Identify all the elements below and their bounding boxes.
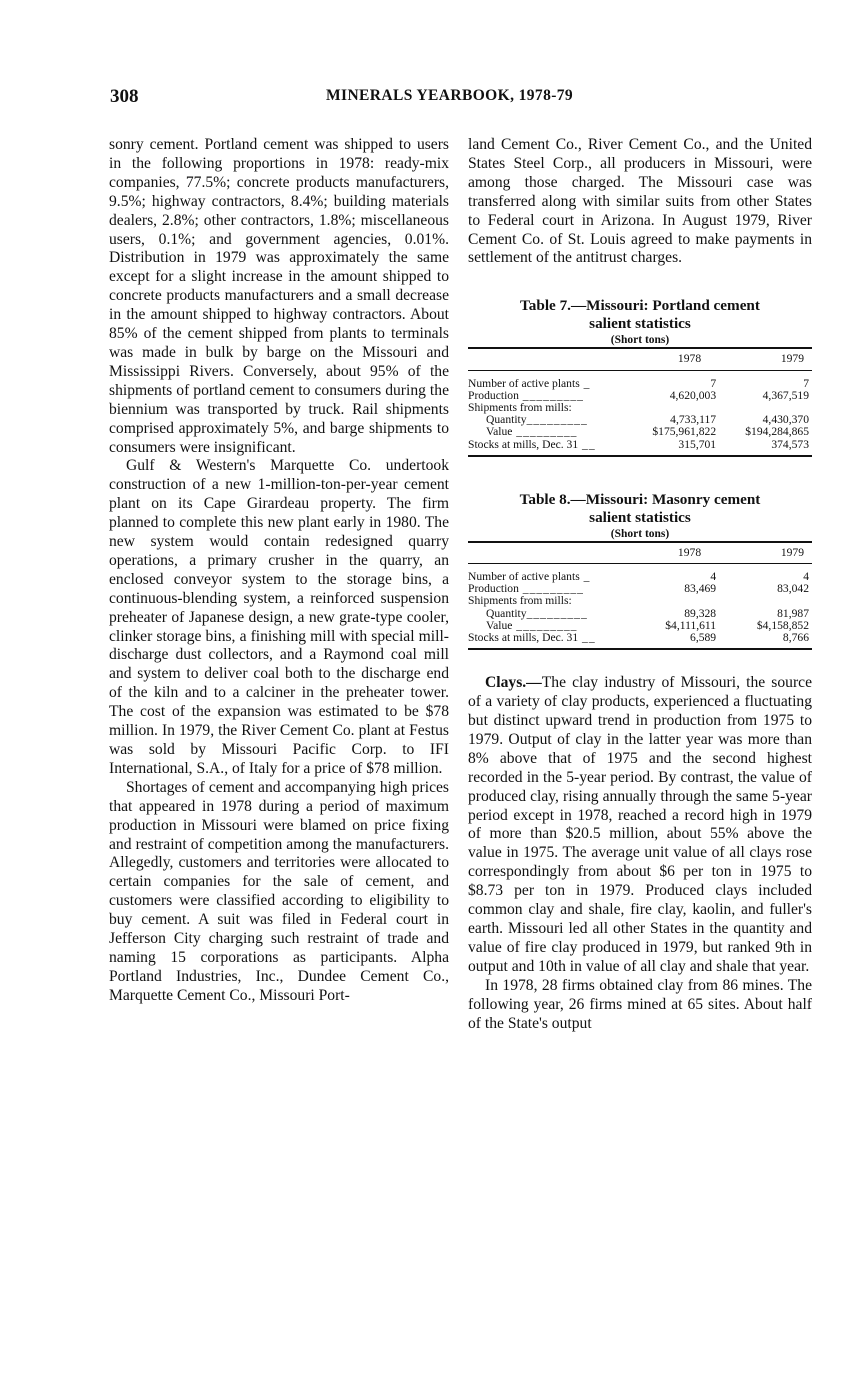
cell-1978: 89,328 — [684, 606, 717, 620]
cell-1979: $4,158,852 — [756, 618, 809, 632]
row-label-text: Quantity — [486, 413, 527, 427]
row-label-text: Value — [486, 425, 513, 439]
cell-1979: 8,766 — [782, 630, 809, 644]
table-8-grid — [468, 541, 812, 650]
table-row — [468, 439, 812, 456]
row-label-text: Shipments from mills: — [468, 400, 572, 414]
cell-1978 — [626, 595, 719, 607]
row-leader-dots: _________ — [512, 618, 578, 632]
cell-1978: 4 — [710, 569, 717, 583]
row-leader-dots: __ — [578, 630, 596, 644]
row-leader-dots: _ — [579, 569, 591, 583]
running-head — [110, 86, 814, 112]
cell-1979: $194,284,865 — [745, 425, 809, 439]
cell-1978: 7 — [710, 376, 717, 390]
cell-1978: 315,701 — [678, 437, 717, 451]
cell-1979: 4,430,370 — [762, 413, 809, 427]
cell-1978: 4,620,003 — [669, 388, 717, 402]
table-7-header-blank — [468, 348, 626, 370]
row-label — [468, 439, 626, 456]
paragraph-clays — [468, 674, 812, 977]
row-label-text: Stocks at mills, Dec. 31 — [468, 437, 579, 451]
left-column — [109, 136, 449, 1006]
table-7-title-line1: Table 7.—Missouri: Portland cement — [520, 297, 760, 315]
page-number: 308 — [110, 86, 139, 107]
table-7-header-1978: 1978 — [626, 348, 719, 370]
row-label-text: Number of active plants — [468, 569, 580, 583]
row-leader-dots: _________ — [526, 606, 588, 620]
row-label — [468, 632, 626, 649]
table-8-masonry-cement — [468, 491, 812, 650]
table-7-header-1979: 1979 — [719, 348, 812, 370]
row-leader-dots: _ — [579, 376, 591, 390]
table-8-body — [468, 563, 812, 649]
cell-1979 — [719, 595, 812, 607]
paragraph-cement-distribution: sonry cement. Portland cement was shipped to users in the following proportions in 1978: ready-mix companies, 77.5%; concrete products manufacturers, 9.5%; highway contractors, 8.4%; building materials dealers, 2.8%; other contractors, 1.8%; miscellaneous users, 0.1%; and government agencies, 0.01%. Distribution in 1979 was approximately the same except for a slight increase in the amount shipped to concrete products manufacturers and a small decrease in the amount shipped to highway contractors. About 85% of the cement shipped from plants to terminals was made in bulk by barge on the Missouri and Mississippi Rivers. Conversely, about 95% of the shipments of portland cement to consumers during the biennium was transported by truck. Rail shipments comprised approximately 5%, and barge shipments to consumers were insignificant. — [109, 136, 449, 456]
paragraph-marquette-plant: Gulf & Western's Marquette Co. undertook construction of a new 1-million-ton-per-year cement plant on its Cape Girardeau property. The firm planned to complete this new plant early in 1980. The new system would contain redesigned quarry operations, a primary crusher in the quarry, an enclosed conveyor system to the storage bins, a continuous-blending system, a reinforced suspension preheater of Japanese design, a new grate-type cooler, clinker storage bins, a finishing mill with special mill-discharge dust collectors, and a Raymond coal mill and system to deliver coal both to the discharge end of the kiln and to a calciner in the preheater tower. The cost of the expansion was estimated to be $78 million. In 1979, the River Cement Co. plant at Festus was sold by Missouri Pacific Corp. to IFI International, S.A., of Italy for a price of $78 million. — [109, 457, 449, 777]
row-leader-dots: __ — [578, 437, 596, 451]
cell-1978: 4,733,117 — [670, 413, 717, 427]
table-7-units: (Short tons) — [610, 334, 670, 347]
cell-1979: 374,573 — [771, 437, 809, 451]
row-label-text: Number of active plants — [468, 376, 580, 390]
table-8-title-line2: salient statistics — [589, 508, 691, 526]
cell-1979: 4 — [803, 569, 809, 583]
row-leader-dots: _________ — [526, 413, 588, 427]
table-row — [468, 563, 812, 583]
row-label-text: Value — [486, 618, 513, 632]
row-label-text: Shipments from mills: — [468, 594, 572, 608]
table-8-header-row — [468, 542, 812, 564]
paragraph-cement-shortages: Shortages of cement and accompanying high prices that appeared in 1978 during a period of maximum production in Missouri were blamed on price fixing and restraint of competition among the manufacturers. Allegedly, customers and territories were allocated to certain companies for the sale of cement, and customers were classified according to eligibility to buy cement. A suit was filed in Federal court in Jefferson City charging such restraint of trade and naming 15 corporations as participants. Alpha Portland Industries, Inc., Dundee Cement Co., Marquette Cement Co., Missouri Port- — [109, 778, 449, 1004]
table-row — [468, 632, 812, 649]
cell-1978: 6,589 — [690, 630, 717, 644]
paragraph-antitrust-continued: land Cement Co., River Cement Co., and the United States Steel Corp., all producers in Missouri, were among those charged. The Missouri case was transferred along with similar suits from other States to Federal court in Arizona. In August 1979, River Cement Co. of St. Louis agreed to make payments in settlement of the antitrust charges. — [468, 136, 812, 267]
cell-1979: 83,042 — [777, 582, 809, 596]
table-8-units: (Short tons) — [610, 527, 670, 540]
row-label-text: Stocks at mills, Dec. 31 — [468, 630, 579, 644]
row-leader-dots: _________ — [518, 388, 584, 402]
table-row — [468, 370, 812, 390]
row-leader-dots: _________ — [518, 582, 584, 596]
right-column — [468, 136, 812, 1033]
table-8-header-1979: 1979 — [719, 542, 812, 564]
row-leader-dots: _________ — [512, 425, 578, 439]
cell-1979: 4,367,519 — [762, 388, 809, 402]
cell-1979: 81,987 — [777, 606, 809, 620]
table-7-title-line2: salient statistics — [589, 315, 691, 333]
table-7-header-row — [468, 348, 812, 370]
table-8-header-1978: 1978 — [626, 542, 719, 564]
row-label — [468, 563, 626, 583]
row-label-text: Production — [468, 388, 519, 402]
clays-body: The clay industry of Missouri, the source of a variety of clay products, experienced a fluctuating but distinct upward trend in production from 1975 to 1979. Output of clay in the latter year was more than 8% above that of 1975 and the second highest recorded in the 5-year period. By contrast, the value of produced clay, rising annually through the same 5-year period except in 1978, reached a record high in 1979 of more than $20.5 million, about 55% above the value in 1975. The average unit value of all clays rose correspondingly from about $6 per ton in 1975 to $8.73 per ton in 1979. Produced clays included common clay and shale, fire clay, kaolin, and fuller's earth. Missouri led all other States in the quantity and value of fire clay produced in 1979, but ranked 9th in output and 10th in value of all clay and shale that year. — [468, 674, 812, 975]
publication-title: MINERALS YEARBOOK, 1978-79 — [326, 87, 574, 104]
table-7-body — [468, 370, 812, 456]
row-label-text: Production — [468, 582, 519, 596]
table-8-header-blank — [468, 542, 626, 564]
row-label-text: Quantity — [486, 606, 527, 620]
row-label — [468, 370, 626, 390]
clays-heading: Clays.— — [485, 674, 542, 692]
table-7-title — [468, 297, 812, 333]
cell-1979: 7 — [803, 376, 809, 390]
cell-1978: $4,111,611 — [665, 618, 717, 632]
table-7-grid — [468, 347, 812, 456]
cell-1978: $175,961,822 — [652, 425, 717, 439]
cell-1978: 83,469 — [684, 582, 717, 596]
table-7-portland-cement — [468, 297, 812, 456]
table-8-title — [468, 491, 812, 527]
paragraph-clay-firms: In 1978, 28 firms obtained clay from 86 mines. The following year, 26 firms mined at 65 sites. About half of the State's output — [468, 976, 812, 1032]
table-8-title-line1: Table 8.—Missouri: Masonry cement — [519, 490, 761, 508]
